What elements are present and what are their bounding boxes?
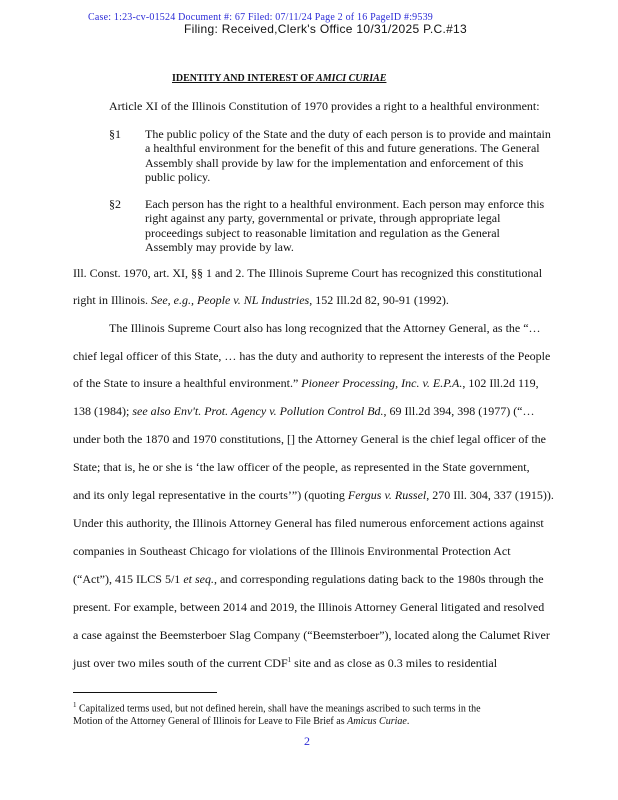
et-seq: et seq.: [183, 572, 214, 586]
citation-fergus: Fergus v. Russel: [347, 488, 427, 502]
body-line-3: The Illinois Supreme Court also has long recognized that the Attorney General, as the “…: [109, 321, 541, 335]
footnote-number: 1: [73, 701, 77, 709]
body-line-13: present. For example, between 2014 and 2019, the Illinois Attorney General litigated and resolved: [73, 600, 545, 614]
sec1-line: a healthful environment for the benefit of this and future generations. The General: [145, 141, 540, 156]
sec1-number: §1: [109, 127, 121, 141]
footnote-line-1: $^1$ Capitalized terms used, but not defined herein, shall have the meanings ascribed to such terms in the: [73, 701, 481, 715]
footnote-divider: [73, 692, 217, 693]
heading-amici: AMICI: [316, 73, 347, 84]
filing-stamp: Filing: Received,Clerk's Office 10/31/2025 P.C.#13: [184, 22, 467, 36]
case-header: Case: 1:23-cv-01524 Document #: 67 Filed: 07/11/24 Page 2 of 16 PageID #:9539: [88, 12, 433, 23]
body-line-7: under both the 1870 and 1970 constitutions, [] the Attorney General is the chief legal officer of the: [73, 432, 546, 446]
heading-part1: IDENTITY AND INTEREST OF: [172, 73, 317, 84]
page-number: 2: [304, 734, 310, 748]
sec2-text: [145, 197, 544, 255]
footnote-line-2: Motion of the Attorney General of Illinois for Leave to File Brief as Amicus Curiae.: [73, 716, 410, 728]
body-line-9: and its only legal representative in the courts’”) (quoting Fergus v. Russel, 270 Ill. 304, 337 (1915)).: [73, 488, 554, 502]
sec1-line: Assembly shall provide by law for the implementation and enforcement of this: [145, 155, 524, 170]
body-line-1: Ill. Const. 1970, art. XI, §§ 1 and 2. The Illinois Supreme Court has recognized this constitutional: [73, 266, 543, 280]
citation-env-prot: see also Env't. Prot. Agency v. Pollution Control Bd.: [132, 404, 384, 418]
sec2-number: §2: [109, 197, 121, 211]
heading-curiae: CURIAE: [346, 73, 387, 84]
citation-pioneer: Pioneer Processing, Inc. v. E.P.A.: [301, 376, 463, 390]
body-line-2: right in Illinois. See, e.g., People v. NL Industries, 152 Ill.2d 82, 90-91 (1992).: [73, 293, 449, 307]
sec2-line: right against any party, governmental or private, through appropriate legal: [145, 211, 501, 226]
body-line-8: State; that is, he or she is ‘the law officer of the people, as represented in the State government,: [73, 460, 530, 474]
sec1-line: public policy.: [145, 170, 211, 185]
sec2-line: Assembly may provide by law.: [145, 240, 294, 255]
footnote-ref: 1: [287, 656, 292, 664]
sec2-line: Each person has the right to a healthful environment. Each person may enforce this: [145, 197, 545, 211]
amicus-curiae: Amicus Curiae: [347, 716, 407, 728]
sec1-line: The public policy of the State and the duty of each person is to provide and maintain: [145, 127, 551, 141]
body-line-11: companies in Southeast Chicago for violations of the Illinois Environmental Protection Act: [73, 544, 511, 558]
body-line-10: Under this authority, the Illinois Attorney General has filed numerous enforcement actions against: [73, 516, 544, 530]
body-line-5: of the State to insure a healthful environment.” Pioneer Processing, Inc. v. E.P.A., 102 Ill.2d 119,: [73, 376, 539, 390]
body-line-12: (“Act”), 415 ILCS 5/1 et seq., and corresponding regulations dating back to the 1980s through the: [73, 572, 544, 586]
sec1-text: [145, 127, 551, 185]
body-line-14: a case against the Beemsterboer Slag Company (“Beemsterboer”), located along the Calumet River: [73, 628, 550, 642]
sec2-line: proceedings subject to reasonable limitation and regulation as the General: [145, 225, 500, 240]
section-heading: [172, 73, 386, 84]
footnote: [73, 699, 481, 728]
body-line-6: 138 (1984); see also Env't. Prot. Agency v. Pollution Control Bd., 69 Ill.2d 394, 398 (1977) (“…: [73, 404, 535, 418]
body-line-4: chief legal officer of this State, … has the duty and authority to represent the interests of the People: [73, 349, 551, 363]
intro-line: Article XI of the Illinois Constitution of 1970 provides a right to a healthful environment:: [109, 99, 540, 113]
body-line-15: just over two miles south of the current CDF$^1$ site and as close as 0.3 miles to residential: [73, 656, 498, 670]
citation-nl-industries: See, e.g., People v. NL Industries: [151, 293, 310, 307]
